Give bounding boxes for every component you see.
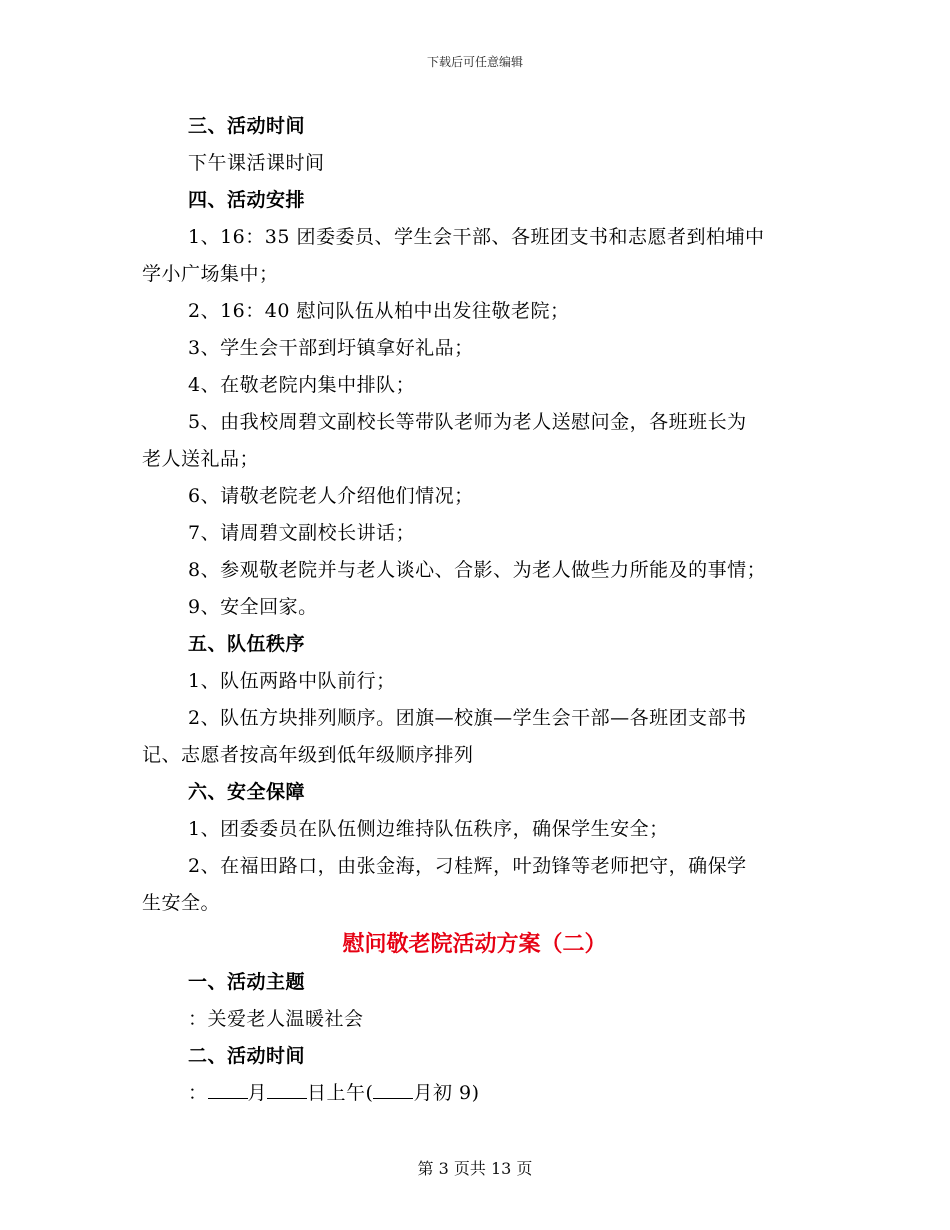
- blank-day: [267, 1078, 307, 1099]
- blank-lunar-month: [373, 1078, 413, 1099]
- section-heading: 五、队伍秩序: [188, 633, 306, 655]
- paragraph: 下午课活课时间: [188, 152, 325, 174]
- list-item: 1、团委委员在队伍侧边维持队伍秩序，确保学生安全；: [188, 818, 669, 840]
- section-heading: 三、活动时间: [188, 115, 306, 137]
- list-item-continuation: 学小广场集中；: [142, 263, 279, 285]
- list-item: 5、由我校周碧文副校长等带队老师为老人送慰问金，各班班长为: [188, 411, 747, 433]
- list-item: 4、在敬老院内集中排队；: [188, 374, 416, 396]
- blank-month: [208, 1078, 248, 1099]
- date-day-label: 日上午(: [307, 1082, 374, 1104]
- list-item: 2、队伍方块排列顺序。团旗—校旗—学生会干部—各班团支部书: [188, 707, 747, 729]
- list-item: 1、16：35 团委委员、学生会干部、各班团支书和志愿者到柏埔中: [188, 226, 765, 248]
- list-item: 3、学生会干部到圩镇拿好礼品；: [188, 337, 474, 359]
- list-item: 8、参观敬老院并与老人谈心、合影、为老人做些力所能及的事情；: [188, 559, 767, 581]
- section-heading: 二、活动时间: [188, 1045, 306, 1067]
- section-heading: 六、安全保障: [188, 781, 306, 803]
- page-header: 下载后可任意编辑: [426, 55, 523, 69]
- section-heading: 四、活动安排: [188, 189, 306, 211]
- date-line: [142, 1075, 807, 1112]
- paragraph: ：关爱老人温暖社会: [188, 1008, 364, 1030]
- date-prefix: ：: [188, 1082, 208, 1104]
- list-item: 1、队伍两路中队前行；: [188, 670, 396, 692]
- section-heading: 一、活动主题: [188, 971, 306, 993]
- list-item-continuation: 老人送礼品；: [142, 448, 260, 470]
- list-item: 6、请敬老院老人介绍他们情况；: [188, 485, 474, 507]
- list-item: 7、请周碧文副校长讲话；: [188, 522, 416, 544]
- document-content: [142, 108, 807, 1112]
- date-suffix: 月初 9): [413, 1082, 480, 1104]
- date-month-label: 月: [247, 1082, 268, 1104]
- list-item: 2、16：40 慰问队伍从柏中出发往敬老院；: [188, 300, 570, 322]
- list-item: 2、在福田路口，由张金海，刁桂辉，叶劲锋等老师把守，确保学: [188, 855, 747, 877]
- list-item-continuation: 记、志愿者按高年级到低年级顺序排列: [142, 744, 474, 766]
- list-item: 9、安全回家。: [188, 596, 318, 618]
- document-title: 慰问敬老院活动方案（二）: [342, 931, 607, 957]
- list-item-continuation: 生安全。: [142, 892, 221, 914]
- page-footer: 第 3 页共 13 页: [417, 1159, 533, 1178]
